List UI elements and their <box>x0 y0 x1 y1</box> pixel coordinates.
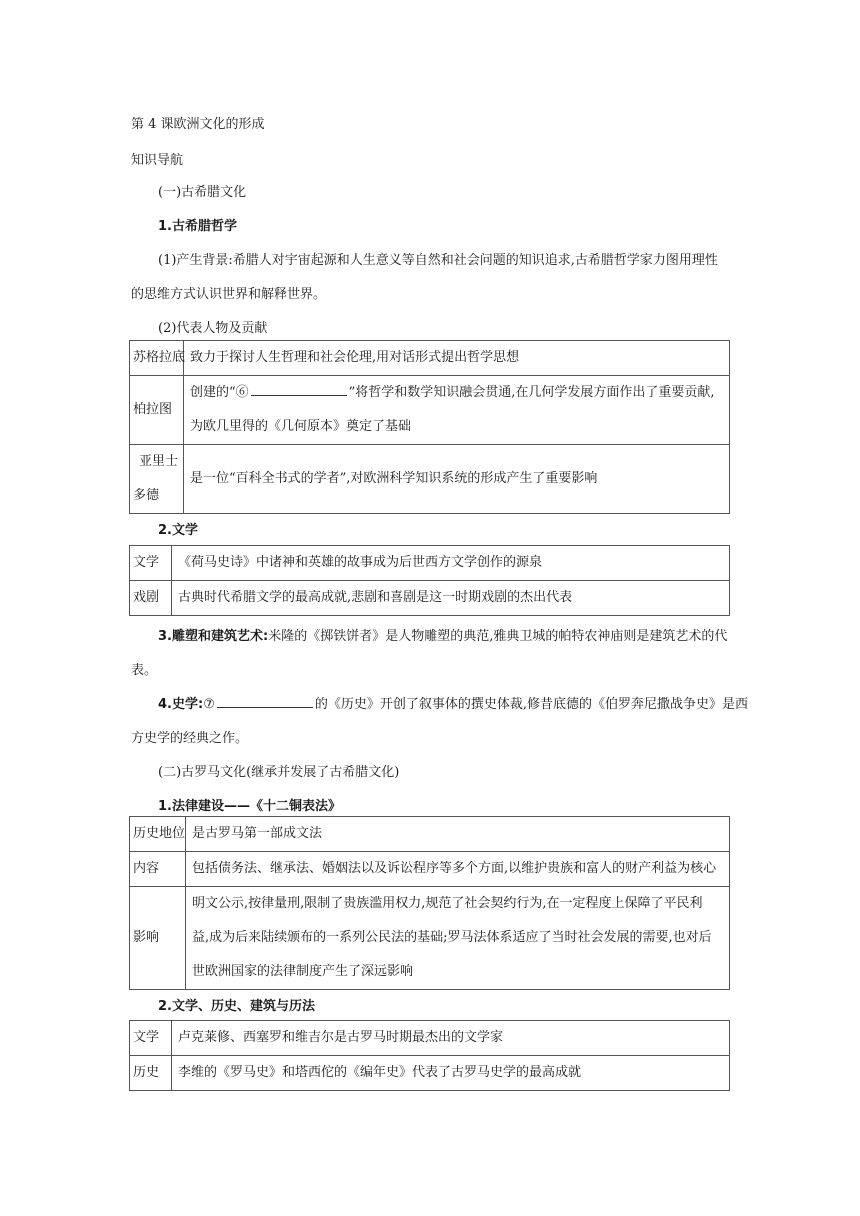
rome-culture-table <box>129 1020 730 1091</box>
philosopher-name <box>130 445 184 514</box>
law-impact-line-1: 明文公示,按律量刑,限制了贵族滥用权力,规范了社会契约行为,在一定程度上保障了平民利 <box>192 896 703 911</box>
category-name: 戏剧 <box>130 581 172 616</box>
philosopher-name-line-2: 多德 <box>133 488 160 503</box>
contribution-line-2: 为欧几里得的《几何原本》奠定了基础 <box>190 419 412 434</box>
table-row <box>130 1056 730 1091</box>
heading-history: 4.史学: <box>158 697 204 712</box>
category-text: 李维的《罗马史》和塔西佗的《编年史》代表了古罗马史学的最高成就 <box>172 1056 730 1091</box>
philosopher-contribution: 致力于探讨人生哲理和社会伦理,用对话形式提出哲学思想 <box>184 341 730 376</box>
law-impact-line-3: 世欧洲国家的法律制度产生了深远影响 <box>192 964 414 979</box>
law-row-name: 影响 <box>130 887 186 990</box>
category-name: 文学 <box>130 1021 172 1056</box>
heading-literature: 2.文学 <box>158 523 198 538</box>
category-name: 历史 <box>130 1056 172 1091</box>
fill-blank-6[interactable] <box>251 383 347 396</box>
category-name: 文学 <box>130 546 172 581</box>
sculpture-paragraph-line-2: 表。 <box>131 663 158 678</box>
law-table <box>129 816 730 990</box>
section-label-nav: 知识导航 <box>131 153 184 168</box>
lesson-title: 第 4 课欧洲文化的形成 <box>131 117 265 132</box>
table-row <box>130 1021 730 1056</box>
philosopher-contribution <box>184 376 730 445</box>
table-row <box>130 887 730 990</box>
philosopher-name: 苏格拉底 <box>130 341 184 376</box>
table-row <box>130 546 730 581</box>
law-row-text: 是古罗马第一部成文法 <box>186 817 730 852</box>
history-text: 的《历史》开创了叙事体的撰史体裁,修昔底德的《伯罗奔尼撒战争史》是西 <box>314 697 748 712</box>
background-line-1: (1)产生背景:希腊人对宇宙起源和人生意义等自然和社会问题的知识追求,古希腊哲学家力图用理性 <box>158 253 718 268</box>
sculpture-text: 米隆的《掷铁饼者》是人物雕塑的典范,雅典卫城的帕特农神庙则是建筑艺术的代 <box>268 629 728 644</box>
law-row-text <box>186 887 730 990</box>
table-row <box>130 341 730 376</box>
category-text: 古典时代希腊文学的最高成就,悲剧和喜剧是这一时期戏剧的杰出代表 <box>172 581 730 616</box>
table-row <box>130 581 730 616</box>
section-heading-rome: (二)古罗马文化(继承并发展了古希腊文化) <box>158 765 400 780</box>
law-impact-line-2: 益,成为后来陆续颁布的一系列公民法的基础;罗马法体系适应了当时社会发展的需要,也对后 <box>192 930 712 945</box>
background-line-2: 的思维方式认识世界和解释世界。 <box>131 287 327 302</box>
category-text: 《荷马史诗》中诸神和英雄的故事成为后世西方文学创作的源泉 <box>172 546 730 581</box>
heading-philosophy: 1.古希腊哲学 <box>158 219 237 234</box>
section-heading-greece: (一)古希腊文化 <box>158 185 247 200</box>
fill-blank-7[interactable] <box>217 695 313 708</box>
philosophers-table <box>129 340 730 514</box>
contribution-pre: 创建的“⑥ <box>190 385 249 400</box>
philosopher-contribution: 是一位“百科全书式的学者”,对欧洲科学知识系统的形成产生了重要影响 <box>184 445 730 514</box>
sculpture-paragraph-line-1 <box>158 625 727 644</box>
contribution-post: ”将哲学和数学知识融会贯通,在几何学发展方面作出了重要贡献, <box>348 385 715 400</box>
literature-table <box>129 545 730 616</box>
law-row-name: 历史地位 <box>130 817 186 852</box>
law-row-text: 包括债务法、继承法、婚姻法以及诉讼程序等多个方面,以维护贵族和富人的财产利益为核心 <box>186 852 730 887</box>
blank-marker-7: ⑦ <box>203 697 215 712</box>
philosopher-name: 柏拉图 <box>130 376 184 445</box>
heading-law: 1.法律建设——《十二铜表法》 <box>158 799 341 814</box>
philosopher-name-line-1: 亚里士 <box>139 454 179 469</box>
representatives-label: (2)代表人物及贡献 <box>158 321 268 336</box>
heading-rome-culture: 2.文学、历史、建筑与历法 <box>158 999 315 1014</box>
category-text: 卢克莱修、西塞罗和维吉尔是古罗马时期最杰出的文学家 <box>172 1021 730 1056</box>
table-row <box>130 445 730 514</box>
table-row <box>130 852 730 887</box>
law-row-name: 内容 <box>130 852 186 887</box>
heading-sculpture: 3.雕塑和建筑艺术: <box>158 629 269 644</box>
table-row <box>130 817 730 852</box>
history-paragraph-line-1 <box>158 693 748 712</box>
history-paragraph-line-2: 方史学的经典之作。 <box>131 731 249 746</box>
table-row <box>130 376 730 445</box>
